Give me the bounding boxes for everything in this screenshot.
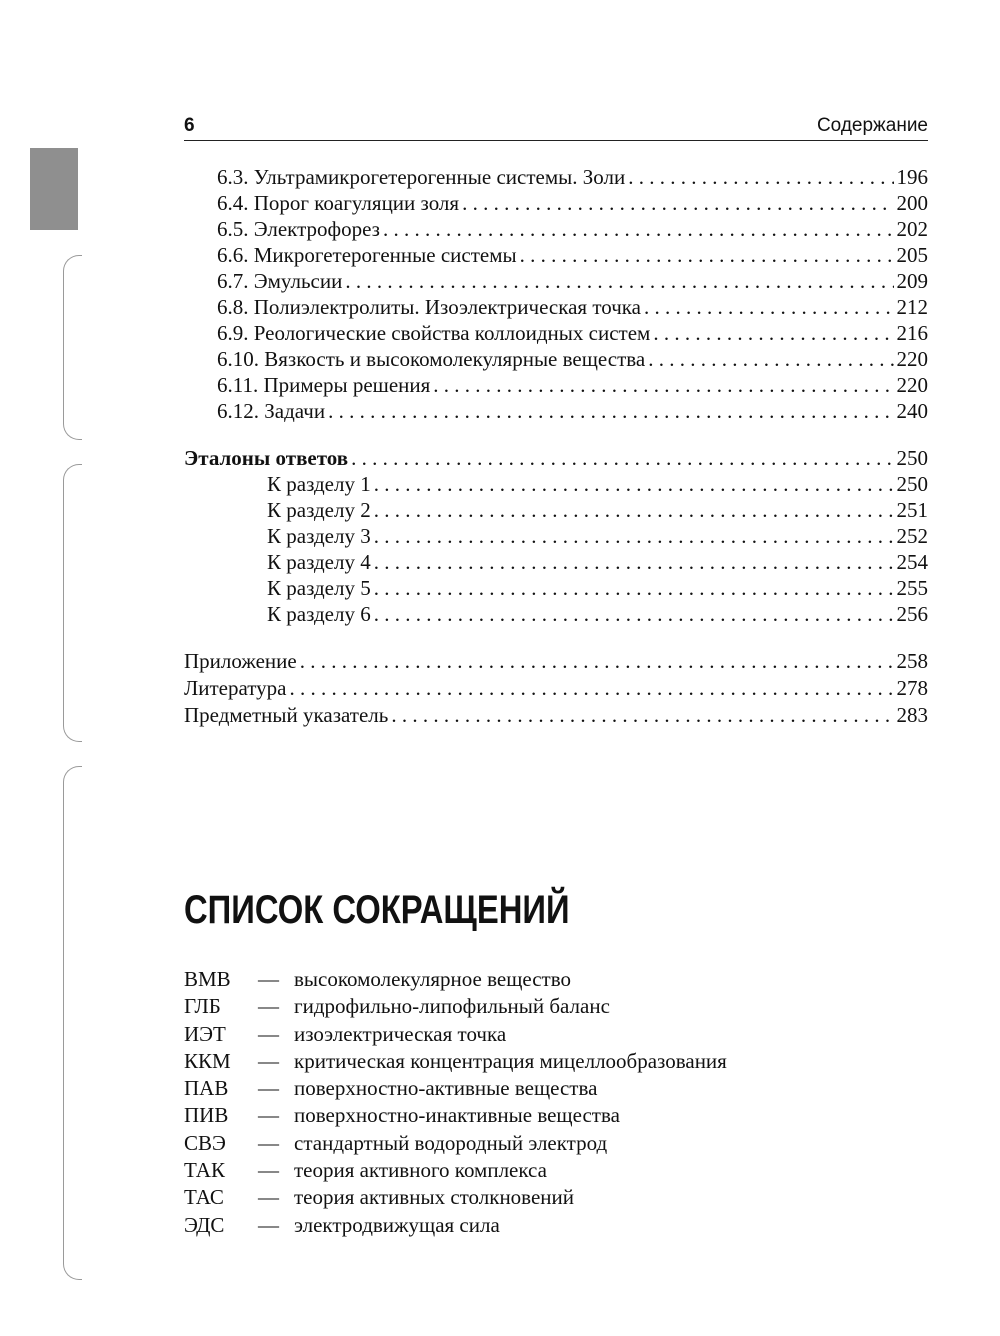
margin-bracket (63, 766, 82, 1280)
abbreviation-row: ВМВ — высокомолекулярное вещество (184, 967, 571, 991)
abbreviations-heading: СПИСОК СОКРАЩЕНИЙ (184, 888, 570, 932)
abbreviation-row: ТАС — теория активных столкновений (184, 1185, 575, 1210)
abbreviation-row: ККМ — критическая концентрация мицеллообразования (184, 1048, 727, 1073)
toc-entry[interactable]: 6.6. Микрогетерогенные системы . . . 205 (217, 242, 928, 268)
toc-entry[interactable]: К разделу 1 . . . 250 (267, 471, 928, 497)
toc-entry[interactable]: К разделу 3 . . . 252 (267, 523, 928, 549)
abbreviations-list (184, 966, 727, 1239)
abbreviation-row: ТАК — теория активного комплекса (184, 1158, 547, 1183)
toc-entry[interactable]: К разделу 4 . . . 254 (267, 549, 928, 575)
margin-bracket (63, 255, 82, 440)
abbreviation-row: СВЭ — стандартный водородный электрод (184, 1130, 608, 1155)
margin-bracket (63, 464, 82, 742)
toc-entry[interactable]: 6.3. Ультрамикрогетерогенные системы. Золи . . . 196 (217, 164, 928, 190)
toc-entry[interactable]: 6.11. Примеры решения . . . 220 (217, 372, 928, 398)
toc-entry-index[interactable]: Предметный указатель . . . 283 (184, 702, 928, 728)
toc-entry[interactable]: 6.5. Электрофорез . . . 202 (217, 216, 928, 242)
toc-entry[interactable]: 6.10. Вязкость и высокомолекулярные вещества . . . 220 (217, 346, 928, 372)
toc-entry[interactable]: 6.12. Задачи . . . 240 (217, 398, 928, 424)
abbreviation-row: ПАВ — поверхностно-активные вещества (184, 1076, 598, 1101)
toc-entry[interactable]: К разделу 5 . . . 255 (267, 575, 928, 601)
abbreviation-row: ГЛБ — гидрофильно-липофильный баланс (184, 994, 610, 1019)
running-header (184, 114, 928, 141)
toc-section-answers[interactable]: Эталоны ответов . . . 250 (184, 445, 928, 471)
abbreviation-row: ИЭТ — изоэлектрическая точка (184, 1021, 507, 1046)
toc-entry[interactable]: К разделу 6 . . . 256 (267, 601, 928, 627)
page-number: 6 (184, 115, 195, 136)
page-edge-tab (30, 148, 78, 230)
toc-entry[interactable]: 6.7. Эмульсии . . . 209 (217, 268, 928, 294)
section-title: Содержание (816, 115, 928, 136)
toc-entry-appendix[interactable]: Приложение . . . 258 (184, 648, 928, 674)
abbreviation-row: ЭДС — электродвижущая сила (184, 1212, 500, 1237)
toc-entry[interactable]: 6.8. Полиэлектролиты. Изоэлектрическая точка . . . 212 (217, 294, 928, 320)
toc-entry[interactable]: 6.9. Реологические свойства коллоидных систем . . . 216 (217, 320, 928, 346)
abbreviation-row: ПИВ — поверхностно-инактивные вещества (184, 1103, 620, 1128)
toc-entry-literature[interactable]: Литература . . . 278 (184, 675, 928, 701)
toc-entry[interactable]: 6.4. Порог коагуляции золя . . . 200 (217, 190, 928, 216)
toc-entry[interactable]: К разделу 2 . . . 251 (267, 497, 928, 523)
